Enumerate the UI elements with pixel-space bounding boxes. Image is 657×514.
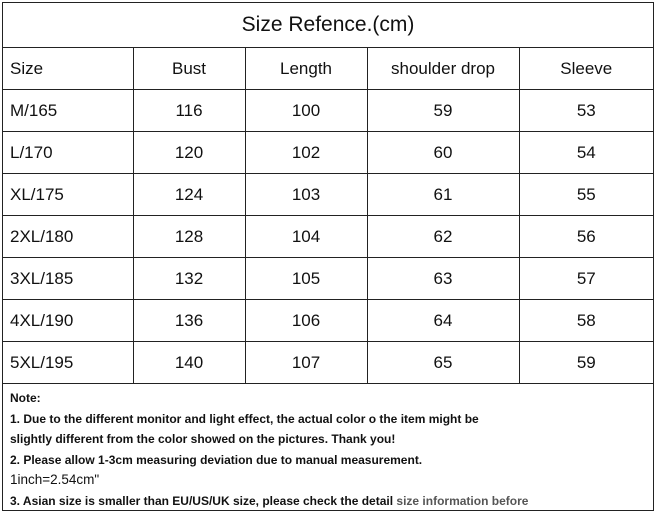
cell-size: 4XL/190	[3, 300, 133, 342]
note-line-5	[10, 491, 650, 512]
cell-length: 100	[245, 90, 367, 132]
cell-size: M/165	[3, 90, 133, 132]
cell-length: 106	[245, 300, 367, 342]
cell-shoulder-drop: 61	[367, 174, 519, 216]
cell-sleeve: 56	[519, 216, 653, 258]
cell-length: 107	[245, 342, 367, 384]
note-line-4: 1inch=2.54cm"	[10, 472, 100, 488]
cell-bust: 128	[133, 216, 245, 258]
cell-shoulder-drop: 62	[367, 216, 519, 258]
cell-size: 3XL/185	[3, 258, 133, 300]
cell-sleeve: 53	[519, 90, 653, 132]
cell-length: 102	[245, 132, 367, 174]
cell-shoulder-drop: 65	[367, 342, 519, 384]
note-line-2: slightly different from the color showed on the pictures. Thank you!	[10, 432, 396, 447]
header-bust: Bust	[133, 48, 245, 90]
cell-shoulder-drop: 64	[367, 300, 519, 342]
note-line-3: 2. Please allow 1-3cm measuring deviation due to manual measurement.	[10, 452, 423, 467]
note-line-5-main: 3. Asian size is smaller than EU/US/UK size, please check the detail	[10, 493, 397, 508]
header-shoulder-drop: shoulder drop	[367, 48, 519, 90]
cell-sleeve: 58	[519, 300, 653, 342]
cell-length: 103	[245, 174, 367, 216]
header-length: Length	[245, 48, 367, 90]
cell-size: XL/175	[3, 174, 133, 216]
table-row	[3, 216, 653, 258]
cell-shoulder-drop: 63	[367, 258, 519, 300]
size-table	[3, 3, 653, 384]
cell-bust: 136	[133, 300, 245, 342]
cell-sleeve: 57	[519, 258, 653, 300]
table-title: Size Refence.(cm)	[3, 3, 653, 48]
table-row	[3, 258, 653, 300]
cell-size: 5XL/195	[3, 342, 133, 384]
notes-section	[10, 388, 650, 512]
cell-sleeve: 59	[519, 342, 653, 384]
note-line-5-tail: size information before	[396, 493, 529, 508]
cell-sleeve: 54	[519, 132, 653, 174]
header-size: Size	[3, 48, 133, 90]
cell-shoulder-drop: 60	[367, 132, 519, 174]
cell-bust: 124	[133, 174, 245, 216]
table-header-row	[3, 48, 653, 90]
cell-bust: 132	[133, 258, 245, 300]
cell-bust: 120	[133, 132, 245, 174]
cell-length: 104	[245, 216, 367, 258]
cell-size: 2XL/180	[3, 216, 133, 258]
table-row	[3, 342, 653, 384]
cell-size: L/170	[3, 132, 133, 174]
cell-sleeve: 55	[519, 174, 653, 216]
table-row	[3, 132, 653, 174]
note-line-1: 1. Due to the different monitor and light effect, the actual color o the item might be	[10, 411, 479, 426]
table-row	[3, 90, 653, 132]
cell-bust: 116	[133, 90, 245, 132]
table-title-row	[3, 3, 653, 48]
table-row	[3, 174, 653, 216]
header-sleeve: Sleeve	[519, 48, 653, 90]
size-chart	[2, 2, 654, 511]
notes-heading: Note:	[10, 391, 41, 405]
cell-shoulder-drop: 59	[367, 90, 519, 132]
table-row	[3, 300, 653, 342]
cell-length: 105	[245, 258, 367, 300]
cell-bust: 140	[133, 342, 245, 384]
